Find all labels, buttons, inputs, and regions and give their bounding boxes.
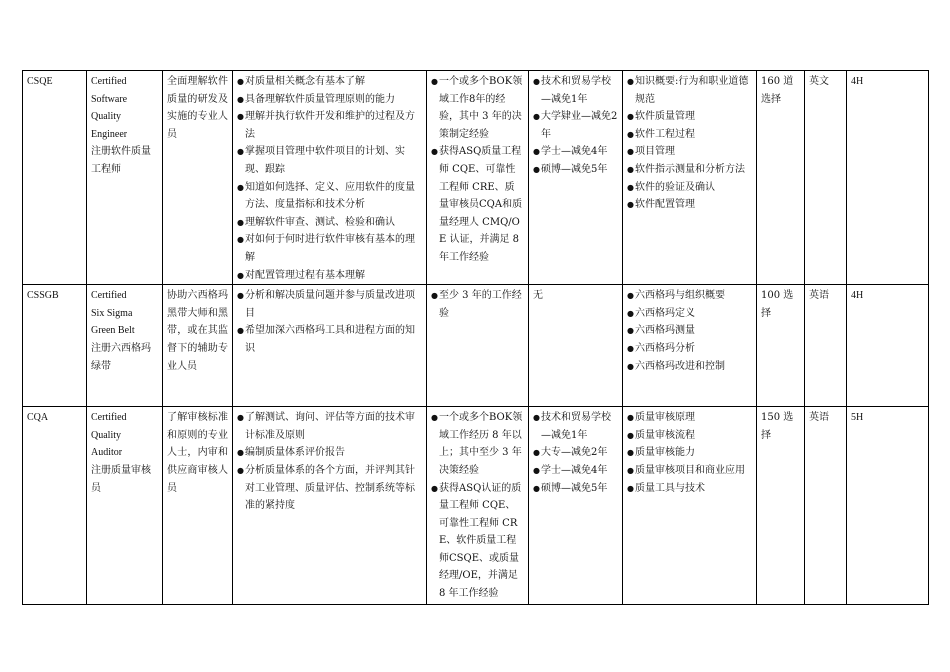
cert-code-cell [23, 407, 87, 605]
experience-cell [427, 71, 529, 285]
target-audience: 了解审核标准和原则的专业人士，内审和供应商审核人员 [167, 412, 228, 494]
body-of-knowledge-list [627, 73, 752, 214]
cert-code: CSQE [27, 76, 53, 87]
requirement-item: ● 了解测试、询问、评估等方面的技术审计标准及原则 [237, 409, 422, 444]
exam-language: 英语 [809, 290, 829, 302]
reduction-item: ● 硕博—减免5年 [533, 161, 618, 179]
experience-list [431, 287, 524, 322]
reduction-cell [529, 285, 623, 407]
reduction-item: ● 技术和贸易学校—减免1年 [533, 409, 618, 444]
bok-item: ● 质量审核项目和商业应用 [627, 462, 752, 480]
cert-name-line: Software [91, 93, 128, 105]
cert-name-line: 注册软件质量 [91, 146, 151, 158]
reduction-item: ● 大学肄业—减免2年 [533, 108, 618, 143]
reduction-item: ● 学士—减免4年 [533, 462, 618, 480]
reduction-item: ● 硕博—减免5年 [533, 480, 618, 498]
cert-name-line: 员 [91, 482, 101, 494]
requirement-item: ● 掌握项目管理中软件项目的计划、实现、跟踪 [237, 143, 422, 178]
bok-item: ● 知识概要:行为和职业道德规范 [627, 73, 752, 108]
reduction-cell [529, 71, 623, 285]
requirement-item: ● 理解软件审查、测试、检验和确认 [237, 214, 422, 232]
bok-item: ● 六西格玛与组织概要 [627, 287, 752, 305]
reduction-item: ● 学士—减免4年 [533, 143, 618, 161]
bok-item: ● 质量审核能力 [627, 444, 752, 462]
requirement-item: ● 知道如何选择、定义、应用软件的度量方法、度量指标和技术分析 [237, 179, 422, 214]
cert-code: CQA [27, 412, 49, 424]
table-row [23, 71, 929, 285]
bok-item: ● 软件的验证及确认 [627, 179, 752, 197]
table-body [23, 71, 929, 605]
target-audience-cell [163, 71, 233, 285]
cert-name-line: Engineer [91, 128, 128, 140]
reduction-cell [529, 407, 623, 605]
question-count: 150 选择 [761, 412, 794, 441]
cert-code-cell [23, 285, 87, 407]
requirement-item: ● 编制质量体系评价报告 [237, 444, 422, 462]
cert-name-cell [87, 285, 163, 407]
requirements-cell [233, 407, 427, 605]
bok-item: ● 项目管理 [627, 143, 752, 161]
requirement-item: ● 具备理解软件质量管理原则的能力 [237, 91, 422, 109]
reduction-list [533, 73, 618, 179]
table-row [23, 407, 929, 605]
bok-item: ● 软件质量管理 [627, 108, 752, 126]
cert-name-cell [87, 407, 163, 605]
cert-name-line: 工程师 [91, 163, 121, 175]
experience-list [431, 73, 524, 267]
cert-name-line: 注册质量审核 [91, 464, 151, 476]
bok-item: ● 质量审核原理 [627, 409, 752, 427]
table-row [23, 285, 929, 407]
requirement-item: ● 分析质量体系的各个方面，并评判其针对工业管理、质量评估、控制系统等标准的紧持度 [237, 462, 422, 515]
cert-name-line: Green Belt [91, 325, 135, 337]
requirement-item: ● 对配置管理过程有基本理解 [237, 267, 422, 285]
requirement-item: ● 对质量相关概念有基本了解 [237, 73, 422, 91]
bok-item: ● 六西格玛改进和控制 [627, 358, 752, 376]
experience-item: ● 获得ASQ认证的质量工程师 CQE、可靠性工程师 CRE、软件质量工程师CSQE、或质量经理/OE，并满足 8 年工作经验 [431, 480, 524, 603]
reduction-text: 无 [533, 290, 543, 302]
cert-code: CSSGB [27, 290, 59, 302]
requirements-list [237, 409, 422, 515]
experience-cell [427, 285, 529, 407]
requirements-cell [233, 71, 427, 285]
cert-name-line: Auditor [91, 447, 123, 459]
experience-list [431, 409, 524, 603]
cert-name-cell [87, 71, 163, 285]
cert-name-line: Certified [91, 76, 127, 87]
body-of-knowledge-cell [623, 407, 757, 605]
target-audience-cell [163, 407, 233, 605]
reduction-item: ● 大专—减免2年 [533, 444, 618, 462]
cert-code-cell [23, 71, 87, 285]
body-of-knowledge-list [627, 409, 752, 497]
experience-cell [427, 407, 529, 605]
experience-item: ● 一个或多个BOK领域工作8年的经验，其中 3 年的决策制定经验 [431, 73, 524, 143]
target-audience: 协助六西格玛黑带大师和黑带，或在其监督下的辅助专业人员 [167, 290, 228, 372]
cert-name-line: Six Sigma [91, 307, 133, 319]
body-of-knowledge-cell [623, 71, 757, 285]
exam-duration: 4H [851, 290, 864, 302]
bok-item: ● 软件指示测量和分析方法 [627, 161, 752, 179]
exam-language: 英文 [809, 76, 829, 87]
certification-table [22, 70, 929, 605]
requirement-item: ● 理解并执行软件开发和维护的过程及方法 [237, 108, 422, 143]
target-audience: 全面理解软件质量的研发及实施的专业人员 [167, 76, 228, 140]
exam-language-cell [805, 407, 847, 605]
requirements-list [237, 287, 422, 357]
requirement-item: ● 分析和解决质量问题并参与质量改进项目 [237, 287, 422, 322]
question-count: 160 道选择 [761, 76, 794, 105]
requirements-cell [233, 285, 427, 407]
requirements-list [237, 73, 422, 284]
question-count-cell [757, 71, 805, 285]
reduction-item: ● 技术和贸易学校—减免1年 [533, 73, 618, 108]
body-of-knowledge-cell [623, 285, 757, 407]
cert-name-line: Certified [91, 412, 127, 424]
bok-item: ● 六西格玛测量 [627, 322, 752, 340]
question-count-cell [757, 407, 805, 605]
exam-language-cell [805, 285, 847, 407]
requirement-item: ● 希望加深六西格玛工具和进程方面的知识 [237, 322, 422, 357]
body-of-knowledge-list [627, 287, 752, 375]
question-count-cell [757, 285, 805, 407]
bok-item: ● 六西格玛分析 [627, 340, 752, 358]
experience-item: ● 获得ASQ质量工程师 CQE、可靠性工程师 CRE、质量审核员CQA和质量经理人 CMQ/OE 认证，并满足 8 年工作经验 [431, 143, 524, 266]
requirement-item: ● 对如何于何时进行软件审核有基本的理解 [237, 231, 422, 266]
exam-duration: 4H [851, 76, 864, 87]
cert-name-line: Quality [91, 429, 121, 441]
cert-name-line: 绿带 [91, 360, 111, 372]
exam-duration-cell [847, 285, 929, 407]
exam-language-cell [805, 71, 847, 285]
experience-item: ● 一个或多个BOK领域工作经历 8 年以上；其中至少 3 年决策经验 [431, 409, 524, 479]
experience-item: ● 至少 3 年的工作经验 [431, 287, 524, 322]
exam-duration-cell [847, 71, 929, 285]
exam-duration-cell [847, 407, 929, 605]
reduction-list [533, 409, 618, 497]
cert-name-line: Quality [91, 111, 121, 123]
bok-item: ● 六西格玛定义 [627, 305, 752, 323]
cert-name-line: Certified [91, 290, 127, 302]
bok-item: ● 软件工程过程 [627, 126, 752, 144]
bok-item: ● 质量审核流程 [627, 427, 752, 445]
bok-item: ● 质量工具与技术 [627, 480, 752, 498]
target-audience-cell [163, 285, 233, 407]
cert-name-line: 注册六西格玛 [91, 342, 151, 354]
exam-duration: 5H [851, 412, 864, 424]
exam-language: 英语 [809, 412, 829, 424]
bok-item: ● 软件配置管理 [627, 196, 752, 214]
question-count: 100 选择 [761, 290, 794, 319]
